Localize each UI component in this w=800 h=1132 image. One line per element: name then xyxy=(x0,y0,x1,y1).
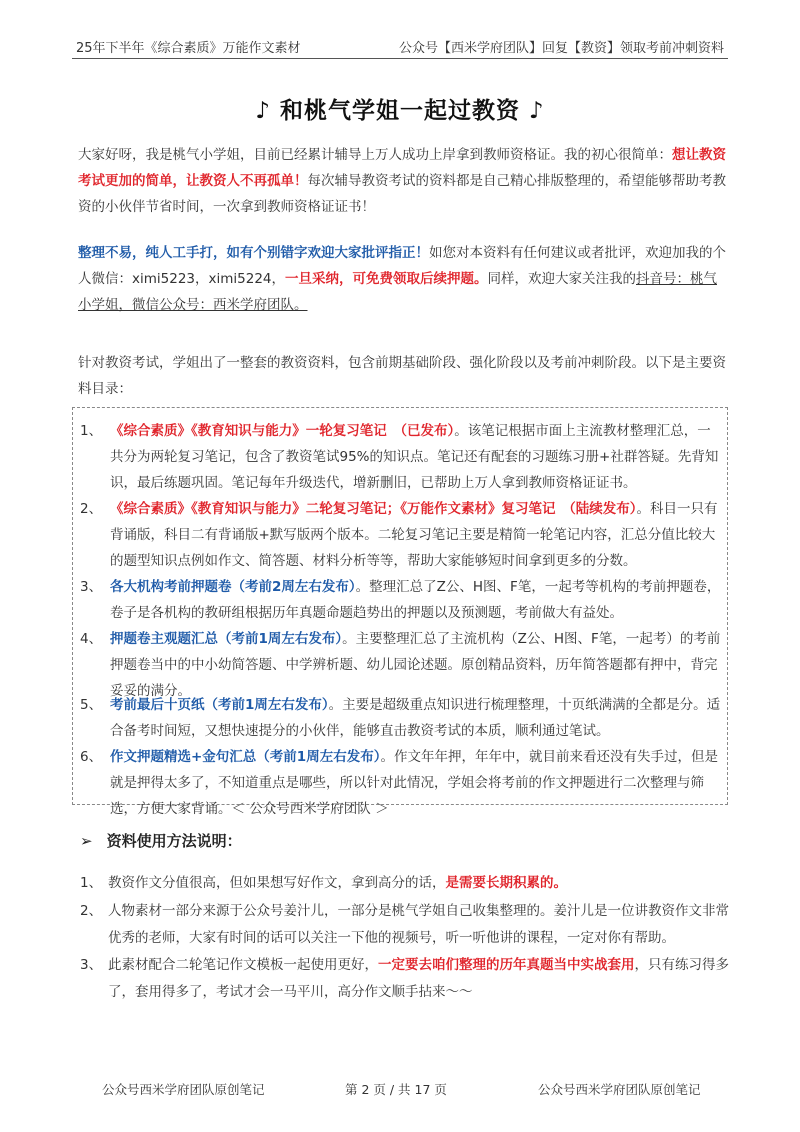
arrow-icon: ➢ xyxy=(80,832,93,850)
intro-highlight: 想让教资考试更加的简单，让教资人不再孤单！ xyxy=(78,147,726,189)
usage-section-label: 资料使用方法说明： xyxy=(106,832,242,850)
page-header xyxy=(72,32,728,59)
catalog-intro: 针对教资考试，学姐出了一整套的教资资料，包含前期基础阶段、强化阶段以及考前冲刺阶段。以下是主要资料目录： xyxy=(78,355,726,397)
catalog-item-heading: 考前最后十页纸（考前1周左右发布） xyxy=(110,697,329,713)
catalog-item-text: 。整理汇总了Z公、H图、F笔，一起考等机构的考前押题卷，卷子是各机构的教研组根据历年真题命题趋势出的押题以及预测题，考前做大有益处。 xyxy=(110,579,721,621)
catalog-item xyxy=(80,692,722,744)
contact-text-1: 如您对本资料有任何建议或者批评，欢迎加我的个人微信：ximi5223，ximi5224， xyxy=(78,245,726,287)
intro-text: 大家好呀，我是桃气小学姐，目前已经累计辅导上万人成功上岸拿到教师资格证。我的初心很简单： xyxy=(78,147,672,163)
catalog-item xyxy=(80,744,722,822)
usage-item-text-2: ，只有练习得多了，套用得多了，考试才会一马平川，高分作文顺手拈来～～ xyxy=(108,957,729,1000)
intro-rest: 每次辅导教资考试的资料都是自己精心排版整理的，希望能够帮助考教资的小伙伴节省时间，一次拿到教师资格证证书！ xyxy=(78,173,726,215)
footer-page-number: 第 2 页 / 共 17 页 xyxy=(345,1082,447,1097)
usage-item-number: 1、 xyxy=(80,875,103,891)
usage-item-highlight: 是需要长期积累的。 xyxy=(445,875,567,891)
catalog-item-text: 。作文年年押，年年中，就目前来看还没有失手过，但是就是押得太多了，不知道重点是哪些，所以针对此情况，学姐会将考前的作文押题进行二次整理与筛选，方便大家背诵。＜ 公众号西米学府团队 ＞ xyxy=(110,749,718,817)
catalog-item-heading: 《综合素质》《教育知识与能力》一轮复习笔记 （已发布） xyxy=(110,423,455,439)
catalog-item xyxy=(80,496,722,574)
footer-left: 公众号西米学府团队原创笔记 xyxy=(102,1082,265,1097)
contact-paragraph xyxy=(78,240,728,318)
header-right: 公众号【西米学府团队】回复【教资】领取考前冲刺资料 xyxy=(398,41,724,56)
usage-item-highlight: 一定要去咱们整理的历年真题当中实战套用 xyxy=(378,957,635,973)
usage-item xyxy=(80,898,730,952)
contact-blue: 整理不易，纯人工手打，如有个别错字欢迎大家批评指正！ xyxy=(78,245,429,261)
catalog-item-number: 4、 xyxy=(80,631,103,647)
usage-section-title xyxy=(80,830,242,851)
usage-item-text: 此素材配合二轮笔记作文模板一起使用更好， xyxy=(108,957,378,973)
usage-item-number: 3、 xyxy=(80,957,103,973)
page-title: ♪ 和桃气学姐一起过教资 ♪ xyxy=(255,97,545,124)
contact-text-2: 同样，欢迎大家关注我的 xyxy=(487,271,636,287)
catalog-item-heading: 押题卷主观题汇总（考前1周左右发布） xyxy=(110,631,343,647)
catalog-item-text: 。科目一只有背诵版，科目二有背诵版+默写版两个版本。二轮复习笔记主要是精简一轮笔记内容，汇总分值比较大的题型知识点例如作文、简答题、材料分析等等，帮助大家能够短时间拿到更多的分数。 xyxy=(110,501,718,569)
catalog-item-number: 6、 xyxy=(80,749,103,765)
catalog-item-heading: 各大机构考前押题卷（考前2周左右发布） xyxy=(110,579,356,595)
catalog-item-heading: 作文押题精选+金句汇总（考前1周左右发布） xyxy=(110,749,381,765)
usage-item xyxy=(80,952,730,1006)
catalog-item-number: 3、 xyxy=(80,579,103,595)
intro-paragraph xyxy=(78,142,728,220)
contact-underlined: 抖音号：桃气小学姐，微信公众号：西米学府团队。 xyxy=(78,271,717,313)
catalog-item-text: 。该笔记根据市面上主流教材整理汇总，一共分为两轮复习笔记，包含了教资笔试95%的知识点。笔记还有配套的习题练习册+社群答疑。先背知识，最后练题巩固。笔记每年升级迭代，增新删旧，已帮助上万人拿到教师资格证证书。 xyxy=(110,423,719,491)
catalog-item-number: 1、 xyxy=(80,423,103,439)
catalog-item-text: 。主要整理汇总了主流机构（Z公、H图、F笔，一起考）的考前押题卷当中的中小幼简答题、中学辨析题、幼儿园论述题。原创精品资料，历年简答题都有押中，背完妥妥的满分。 xyxy=(110,631,721,699)
catalog-item-text: 。主要是超级重点知识进行梳理整理，十页纸满满的全都是分。适合备考时间短，又想快速提分的小伙伴，能够直击教资考试的本质，顺利通过笔试。 xyxy=(110,697,721,739)
footer-right: 公众号西米学府团队原创笔记 xyxy=(538,1082,701,1097)
usage-item-text: 教资作文分值很高，但如果想写好作文，拿到高分的话， xyxy=(108,875,446,891)
catalog-item xyxy=(80,418,722,496)
catalog-item-number: 2、 xyxy=(80,501,103,517)
usage-item-text: 人物素材一部分来源于公众号姜汁儿，一部分是桃气学姐自己收集整理的。姜汁儿是一位讲教资作文非常优秀的老师，大家有时间的话可以关注一下他的视频号，听一听他讲的课程，一定对你有帮助。 xyxy=(108,903,729,946)
catalog-item xyxy=(80,574,722,626)
catalog-item-heading: 《综合素质》《教育知识与能力》二轮复习笔记；《万能作文素材》复习笔记 （陆续发布） xyxy=(110,501,637,517)
usage-item-number: 2、 xyxy=(80,903,103,919)
header-left: 25年下半年《综合素质》万能作文素材 xyxy=(76,41,301,56)
contact-red: 一旦采纳，可免费领取后续押题。 xyxy=(285,271,488,287)
usage-item xyxy=(80,870,730,897)
catalog-item-number: 5、 xyxy=(80,697,103,713)
